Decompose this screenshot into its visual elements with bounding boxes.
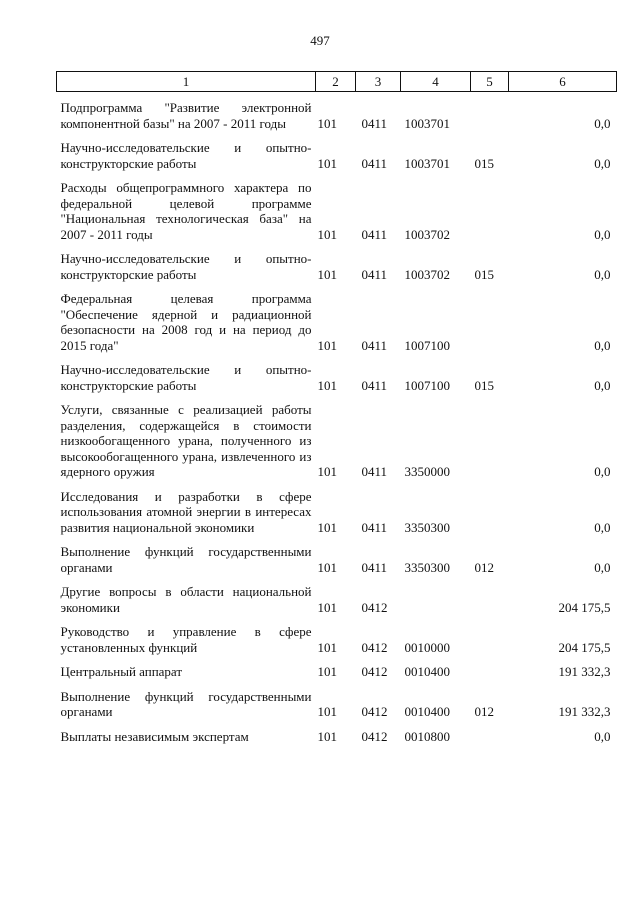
row-amount: 0,0 [594,266,611,282]
row-code-col5 [471,720,509,745]
table-row [57,353,617,393]
row-code-col3: 0411 [361,464,388,479]
row-code-col3: 0411 [361,115,388,131]
row-amount: 0,0 [594,559,611,575]
table-row [57,171,617,242]
row-code-col4: 1003701 [404,155,450,171]
row-code-col5 [471,655,509,680]
budget-table [56,71,617,744]
table-row [57,242,617,282]
table-row [57,92,617,132]
row-code-col4: 3350300 [404,559,450,575]
row-code-col4: 1007100 [404,337,450,353]
row-code-col3: 0411 [361,559,388,575]
row-description: Научно-исследовательские и опытно-конструкторские работы [60,362,312,393]
row-code-col5 [471,575,509,615]
header-col-4: 4 [401,72,471,92]
table-row [57,535,617,575]
table-row [57,680,617,720]
row-code-col2: 101 [317,266,337,282]
row-amount: 0,0 [594,115,611,131]
row-code-col4: 1007100 [404,377,450,393]
row-code-col5 [471,393,509,480]
row-amount: 0,0 [594,337,611,353]
page-number: 497 [310,33,330,48]
row-code-col2: 101 [317,464,337,479]
row-code-col2: 101 [317,155,337,171]
row-description: Расходы общепрограммного характера по федеральной целевой программе "Национальная технологическая база" на 2007 - 2011 годы [60,180,312,242]
row-code-col3: 0412 [361,664,388,679]
table-row [57,615,617,655]
row-code-col3: 0411 [361,377,388,393]
table-row [57,480,617,536]
row-code-col4: 3350300 [404,519,450,535]
row-code-col4: 1003701 [404,115,450,131]
row-code-col4 [401,575,471,615]
table-row [57,575,617,615]
row-code-col3: 0412 [361,728,388,744]
row-code-col5 [471,615,509,655]
row-amount: 0,0 [594,377,611,393]
row-code-col2: 101 [317,559,337,575]
row-description: Исследования и разработки в сфере использования атомной энергии в интересах развития национальной экономики [60,488,312,535]
row-amount: 0,0 [594,464,611,479]
row-description: Другие вопросы в области национальной экономики [60,584,312,615]
row-code-col5 [471,171,509,242]
row-description: Научно-исследовательские и опытно-конструкторские работы [60,251,312,282]
row-code-col3: 0412 [361,599,388,615]
row-description: Выплаты независимым экспертам [60,728,249,744]
row-description: Услуги, связанные с реализацией работы разделения, содержащейся в стоимости низкообогащенного урана, полученного из высокообогащенного урана, извлеченного из ядерного оружия [60,402,312,479]
row-description: Выполнение функций государственными органами [60,544,312,575]
row-code-col5 [471,92,509,132]
row-code-col3: 0411 [361,337,388,353]
row-amount: 191 332,3 [558,704,611,719]
row-description: Научно-исследовательские и опытно-конструкторские работы [60,140,312,171]
row-amount: 0,0 [594,155,611,171]
row-code-col3: 0411 [361,155,388,171]
row-code-col2: 101 [317,115,337,131]
row-description: Подпрограмма "Развитие электронной компонентной базы" на 2007 - 2011 годы [60,100,312,131]
header-row [57,72,617,92]
row-code-col4: 3350000 [404,464,450,479]
row-code-col3: 0412 [361,639,388,655]
table-row [57,655,617,680]
row-description: Федеральная целевая программа "Обеспечение ядерной и радиационной безопасности на 2008 год и на период до 2015 года" [60,291,312,353]
table-header [57,72,617,92]
row-code-col2: 101 [317,728,337,744]
header-col-6: 6 [509,72,617,92]
row-code-col2: 101 [317,519,337,535]
table-row [57,393,617,480]
row-code-col2: 101 [317,377,337,393]
row-code-col2: 101 [317,226,337,242]
row-code-col3: 0412 [361,704,388,719]
row-amount: 191 332,3 [558,664,611,679]
row-code-col4: 0010400 [404,704,450,719]
row-code-col2: 101 [317,704,337,719]
row-code-col5 [471,282,509,353]
row-code-col5: 015 [474,377,494,393]
table-row [57,131,617,171]
header-col-3: 3 [356,72,401,92]
row-description: Центральный аппарат [60,664,183,679]
row-code-col4: 1003702 [404,226,450,242]
row-code-col3: 0411 [361,519,388,535]
row-description: Выполнение функций государственными органами [60,688,312,719]
row-description: Руководство и управление в сфере установленных функций [60,624,312,655]
row-code-col5 [471,480,509,536]
row-code-col2: 101 [317,664,337,679]
table-row [57,720,617,745]
row-code-col4: 0010400 [404,664,450,679]
row-code-col2: 101 [317,599,337,615]
row-code-col2: 101 [317,639,337,655]
row-code-col3: 0411 [361,266,388,282]
row-code-col4: 0010000 [404,639,450,655]
row-amount: 204 175,5 [558,599,611,615]
row-code-col5: 015 [474,266,494,282]
row-code-col5: 012 [474,559,494,575]
row-code-col5: 012 [474,704,494,719]
table-body [57,92,617,745]
row-code-col5: 015 [474,155,494,171]
row-code-col4: 1003702 [404,266,450,282]
row-amount: 0,0 [594,728,611,744]
table-row [57,282,617,353]
row-amount: 0,0 [594,519,611,535]
header-col-2: 2 [316,72,356,92]
row-code-col2: 101 [317,337,337,353]
header-col-1: 1 [57,72,316,92]
row-code-col4: 0010800 [404,728,450,744]
header-col-5: 5 [471,72,509,92]
row-amount: 0,0 [594,226,611,242]
row-amount: 204 175,5 [558,639,611,655]
row-code-col3: 0411 [361,226,388,242]
